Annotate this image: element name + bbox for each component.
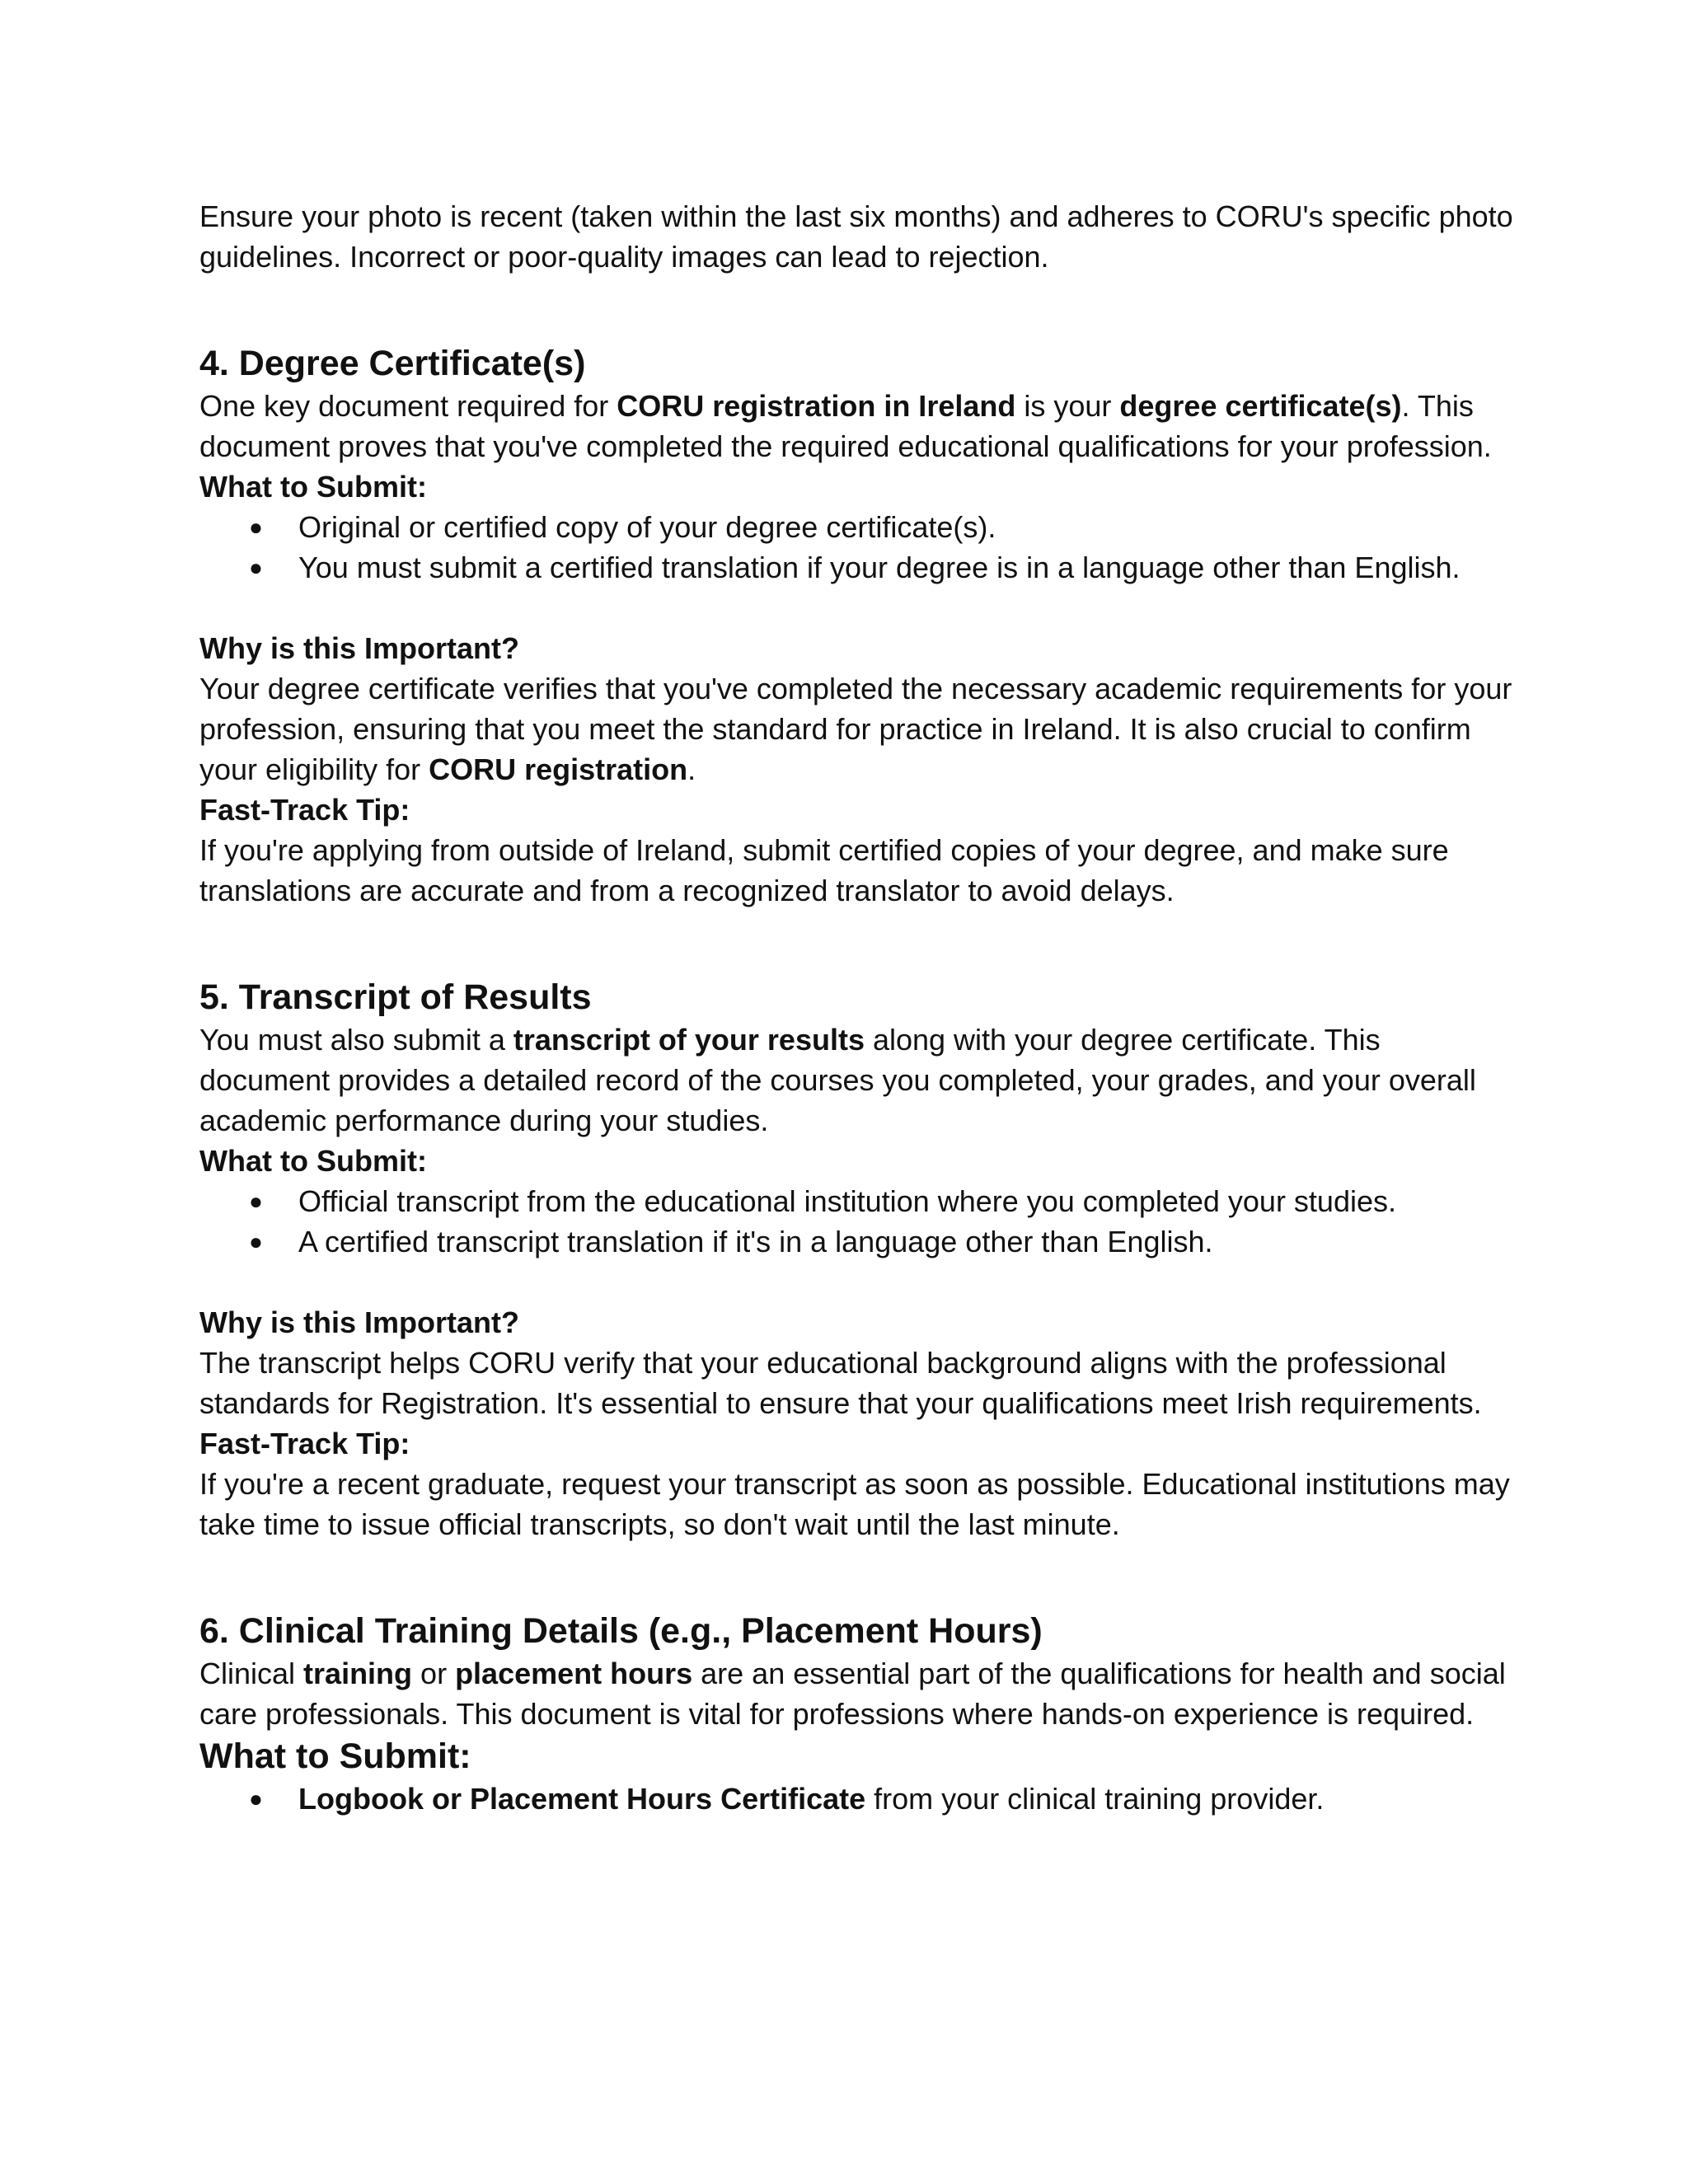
list-item: ● Logbook or Placement Hours Certificate from your clinical training provider. [199,1779,1518,1819]
section-6-submit-list [199,1779,1518,1819]
section-4-heading: 4. Degree Certificate(s) [199,344,586,383]
section-5-submit-list [199,1181,1518,1262]
spacer [199,911,1518,975]
section-4-submit-label: What to Submit: [199,470,427,504]
section-5-heading: 5. Transcript of Results [199,977,592,1017]
section-5-why-text: The transcript helps CORU verify that your educational background aligns with the professional standards for Registration. It's essential to ensure that your qualifications meet Irish requirements. [199,1346,1482,1420]
list-item: ● Official transcript from the educational institution where you completed your studies. [199,1181,1518,1221]
bullet-icon: ● [249,1188,263,1214]
section-6-intro: Clinical training or placement hours are an essential part of the qualifications for health and social care professionals. This document is vital for professions where hands-on experience is required. [199,1657,1506,1731]
emphasis-placement-hours: placement hours [455,1657,693,1690]
emphasis-logbook-certificate: Logbook or Placement Hours Certificate [298,1782,866,1816]
section-4-intro: One key document required for CORU registration in Ireland is your degree certificate(s). This document proves that you've completed the required educational qualifications for your profession. [199,389,1492,463]
emphasis-coru-registration: CORU registration [429,752,688,786]
spacer [199,1262,1518,1302]
section-5-tip-text: If you're a recent graduate, request your transcript as soon as possible. Educational institutions may take time to issue official transcripts, so don't wait until the last minute. [199,1467,1510,1541]
spacer [199,277,1518,341]
emphasis-degree-certificates: degree certificate(s) [1119,389,1402,423]
list-item: ● A certified transcript translation if it's in a language other than English. [199,1221,1518,1262]
section-4-submit-list [199,507,1518,588]
section-4-why-label: Why is this Important? [199,631,520,665]
bullet-icon: ● [249,1229,263,1254]
emphasis-transcript-of-results: transcript of your results [513,1023,865,1057]
bullet-icon: ● [249,555,263,580]
section-5-submit-label: What to Submit: [199,1144,427,1178]
bullet-icon: ● [249,1786,263,1811]
section-6-submit-label: What to Submit: [199,1736,471,1776]
emphasis-coru-registration-ireland: CORU registration in Ireland [617,389,1016,423]
emphasis-training: training [303,1657,413,1690]
section-5-why-label: Why is this Important? [199,1305,520,1339]
photo-guidelines-paragraph: Ensure your photo is recent (taken within the last six months) and adheres to CORU's specific photo guidelines. Incorrect or poor-quality images can lead to rejection. [199,199,1513,274]
section-4-why-text: Your degree certificate verifies that you've completed the necessary academic requirements for your profession, ensuring that you meet the standard for practice in Ireland. It is also crucial to confirm your eligibility for CORU registration. [199,672,1512,786]
section-5-intro: You must also submit a transcript of your results along with your degree certificate. This document provides a detailed record of the courses you completed, your grades, and your overall academic performance during your studies. [199,1023,1476,1137]
document-body [199,196,1518,1819]
section-5-tip-label: Fast-Track Tip: [199,1427,410,1460]
list-item: ● You must submit a certified translation if your degree is in a language other than English. [199,547,1518,588]
section-4-tip-text: If you're applying from outside of Ireland, submit certified copies of your degree, and make sure translations are accurate and from a recognized translator to avoid delays. [199,833,1449,907]
list-item: ● Original or certified copy of your degree certificate(s). [199,507,1518,547]
spacer [199,1544,1518,1609]
section-4-tip-label: Fast-Track Tip: [199,793,410,827]
spacer [199,588,1518,628]
section-6-heading: 6. Clinical Training Details (e.g., Placement Hours) [199,1611,1043,1651]
bullet-icon: ● [249,514,263,540]
